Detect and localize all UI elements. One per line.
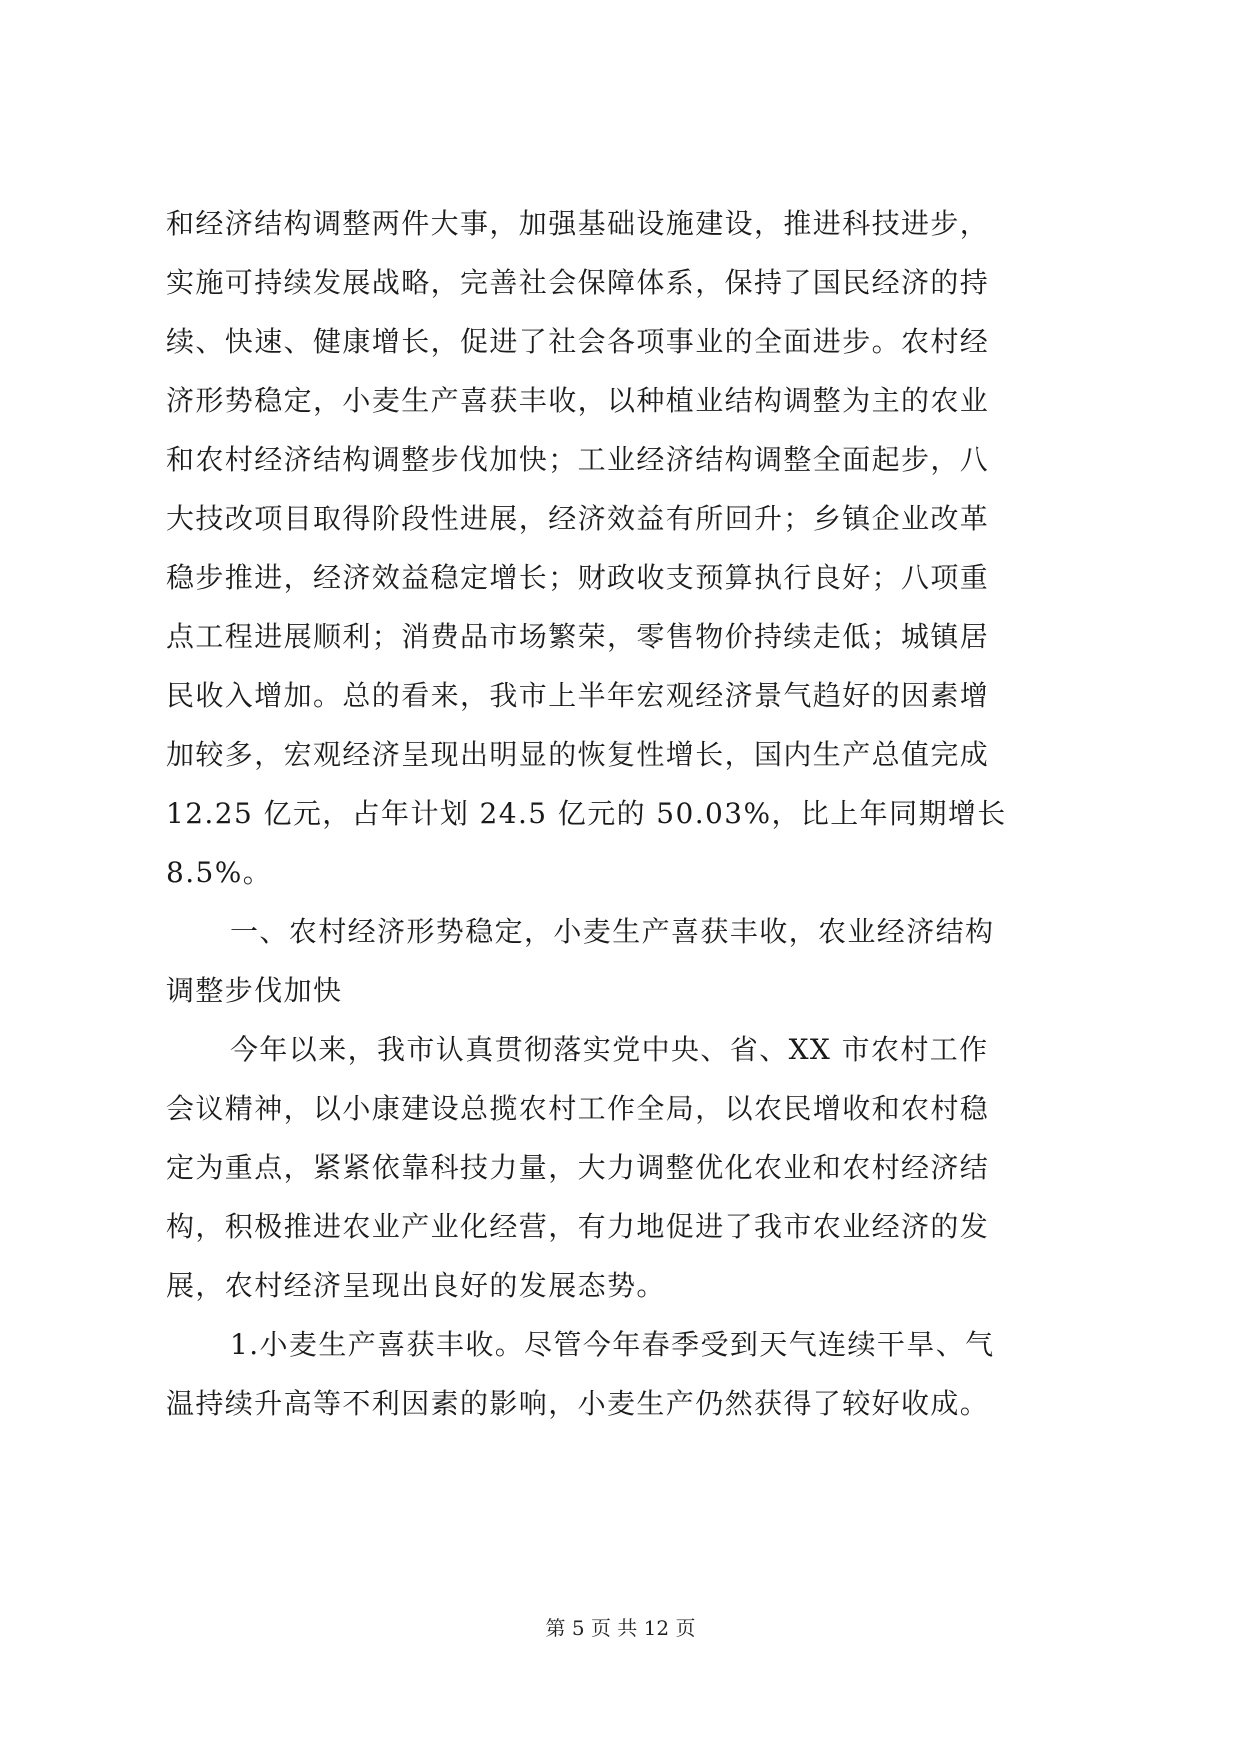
text-line: 今年以来，我市认真贯彻落实党中央、省、XX 市农村工作 — [230, 1033, 989, 1066]
text-line: 定为重点，紧紧依靠科技力量，大力调整优化农业和农村经济结 — [166, 1151, 990, 1184]
text-line: 和经济结构调整两件大事，加强基础设施建设，推进科技进步， — [166, 207, 990, 240]
text-line: 展，农村经济呈现出良好的发展态势。 — [166, 1269, 666, 1302]
text-line: 点工程进展顺利；消费品市场繁荣，零售物价持续走低；城镇居 — [166, 620, 990, 653]
text-line: 会议精神，以小康建设总揽农村工作全局，以农民增收和农村稳 — [166, 1092, 990, 1125]
text-line: 和农村经济结构调整步伐加快；工业经济结构调整全面起步，八 — [166, 443, 990, 476]
section-heading-continued: 调整步伐加快 — [166, 974, 343, 1007]
text-line: 温持续升高等不利因素的影响，小麦生产仍然获得了较好收成。 — [166, 1387, 990, 1420]
page-number: 第 5 页 共 12 页 — [545, 1616, 696, 1640]
text-line: 12.25 亿元，占年计划 24.5 亿元的 50.03%，比上年同期增长 — [166, 797, 1007, 830]
text-line: 济形势稳定，小麦生产喜获丰收，以种植业结构调整为主的农业 — [166, 384, 990, 417]
text-line: 实施可持续发展战略，完善社会保障体系，保持了国民经济的持 — [166, 266, 990, 299]
text-line: 续、快速、健康增长，促进了社会各项事业的全面进步。农村经 — [166, 325, 990, 358]
text-line: 大技改项目取得阶段性进展，经济效益有所回升；乡镇企业改革 — [166, 502, 990, 535]
text-line: 稳步推进，经济效益稳定增长；财政收支预算执行良好；八项重 — [166, 561, 990, 594]
text-line: 构，积极推进农业产业化经营，有力地促进了我市农业经济的发 — [166, 1210, 990, 1243]
text-line: 民收入增加。总的看来，我市上半年宏观经济景气趋好的因素增 — [166, 679, 990, 712]
text-line: 1.小麦生产喜获丰收。尽管今年春季受到天气连续干旱、气 — [230, 1328, 995, 1361]
text-line: 8.5%。 — [166, 856, 273, 889]
text-line: 加较多，宏观经济呈现出明显的恢复性增长，国内生产总值完成 — [166, 738, 990, 771]
body-text — [166, 194, 1082, 1433]
section-heading: 一、农村经济形势稳定，小麦生产喜获丰收，农业经济结构 — [230, 915, 995, 948]
